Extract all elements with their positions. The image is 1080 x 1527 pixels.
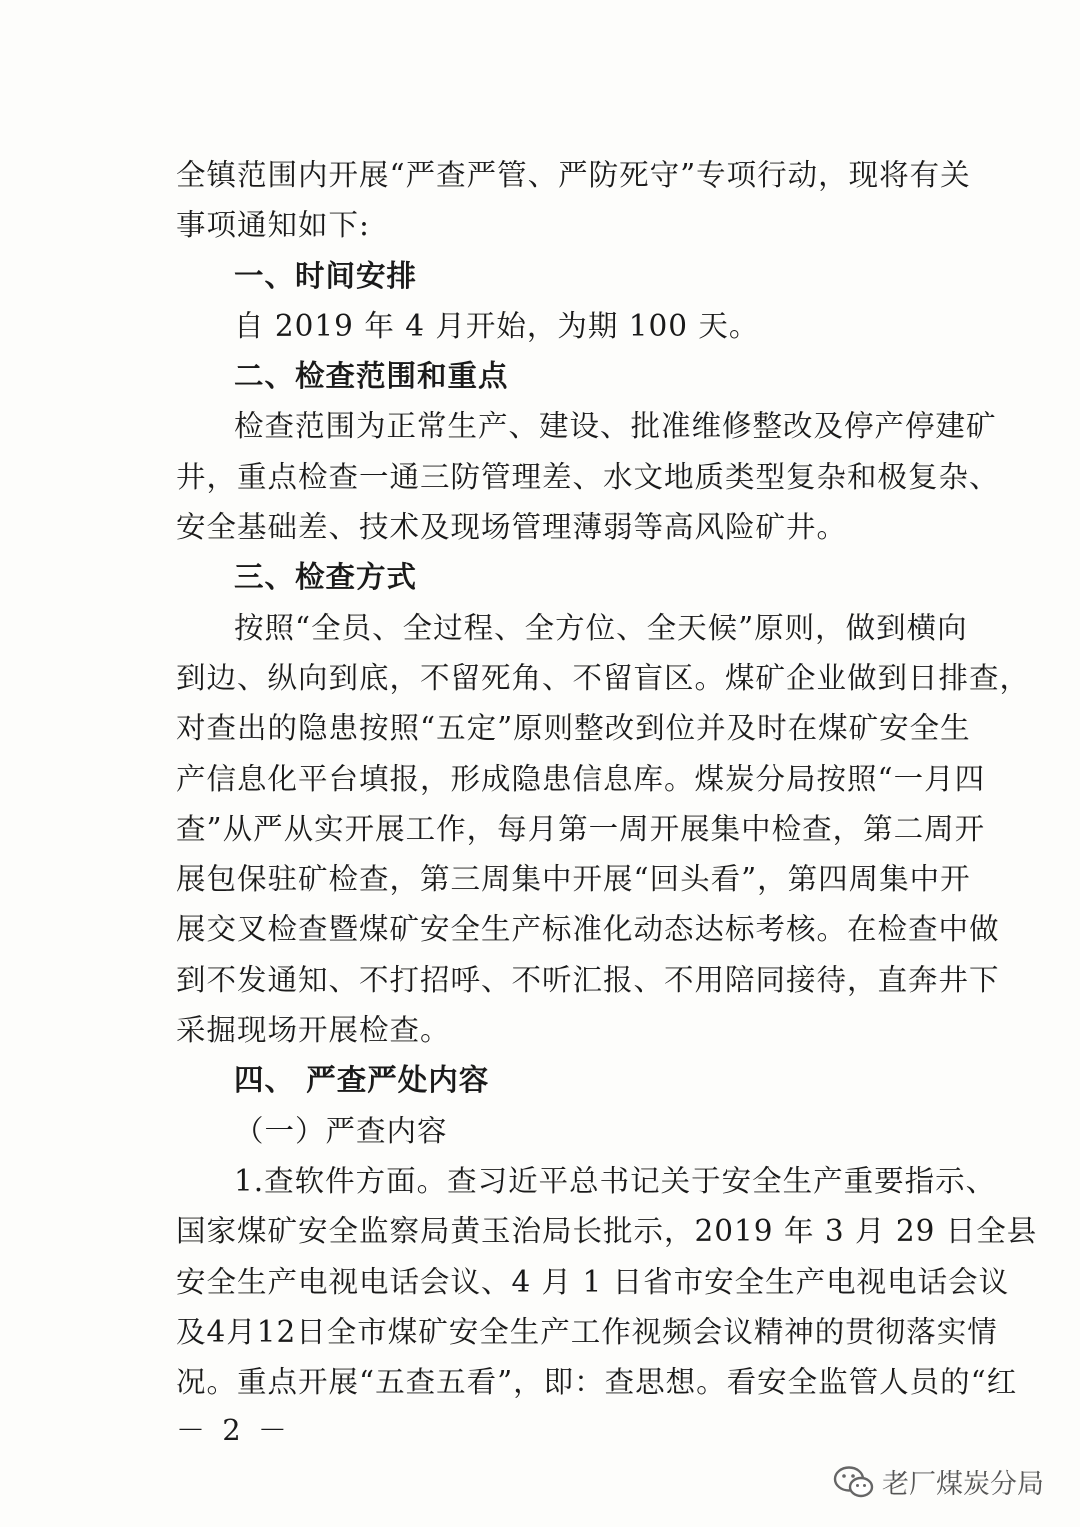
text-line: 国家煤矿安全监察局黄玉治局长批示，2019 年 3 月 29 日全县 xyxy=(176,1214,1038,1249)
text-line: 及4月12日全市煤矿安全生产工作视频会议精神的贯彻落实情 xyxy=(176,1314,998,1349)
page-number: － 2 － xyxy=(176,1413,291,1447)
text-line: 井，重点检查一通三防管理差、水文地质类型复杂和极复杂、 xyxy=(176,459,1000,494)
watermark xyxy=(832,1462,1044,1501)
text-line: 全镇范围内开展“严查严管、严防死守”专项行动，现将有关 xyxy=(176,158,971,192)
document-body xyxy=(176,150,1038,1407)
section-heading: 二、检查范围和重点 xyxy=(234,359,509,394)
text-line: 自 2019 年 4 月开始，为期 100 天。 xyxy=(234,308,760,343)
text-line: 安全生产电视电话会议、4 月 1 日省市安全生产电视电话会议 xyxy=(176,1264,1010,1299)
wechat-icon xyxy=(832,1464,876,1500)
text-line: 事项通知如下: xyxy=(176,208,370,243)
text-line: 到不发通知、不打招呼、不听汇报、不用陪同接待，直奔井下 xyxy=(176,962,1000,997)
text-line: 1.查软件方面。查习近平总书记关于安全生产重要指示、 xyxy=(234,1163,997,1198)
text-line: 到边、纵向到底，不留死角、不留盲区。煤矿企业做到日排查， xyxy=(176,660,1031,695)
text-line: 检查范围为正常生产、建设、批准维修整改及停产停建矿 xyxy=(234,409,997,444)
section-heading: 三、检查方式 xyxy=(234,560,418,595)
text-line: 况。重点开展“五查五看”，即：查思想。看安全监管人员的“红 xyxy=(176,1365,1018,1400)
text-line: 查”从严从实开展工作，每月第一周开展集中检查，第二周开 xyxy=(176,811,986,846)
text-line: 采掘现场开展检查。 xyxy=(176,1013,451,1048)
text-line: 展包保驻矿检查，第三周集中开展“回头看”，第四周集中开 xyxy=(176,862,971,897)
text-line: 对查出的隐患按照“五定”原则整改到位并及时在煤矿安全生 xyxy=(176,711,971,746)
text-line: 展交叉检查暨煤矿安全生产标准化动态达标考核。在检查中做 xyxy=(176,912,1000,947)
text-line: （一）严查内容 xyxy=(234,1113,448,1148)
watermark-text: 老厂煤炭分局 xyxy=(882,1469,1044,1500)
text-line: 产信息化平台填报，形成隐患信息库。煤炭分局按照“一月四 xyxy=(176,761,986,796)
section-heading: 四、 严查严处内容 xyxy=(234,1063,490,1098)
text-line: 安全基础差、技术及现场管理薄弱等高风险矿井。 xyxy=(176,510,848,545)
section-heading: 一、时间安排 xyxy=(234,258,418,293)
text-line: 按照“全员、全过程、全方位、全天候”原则，做到横向 xyxy=(234,610,968,645)
